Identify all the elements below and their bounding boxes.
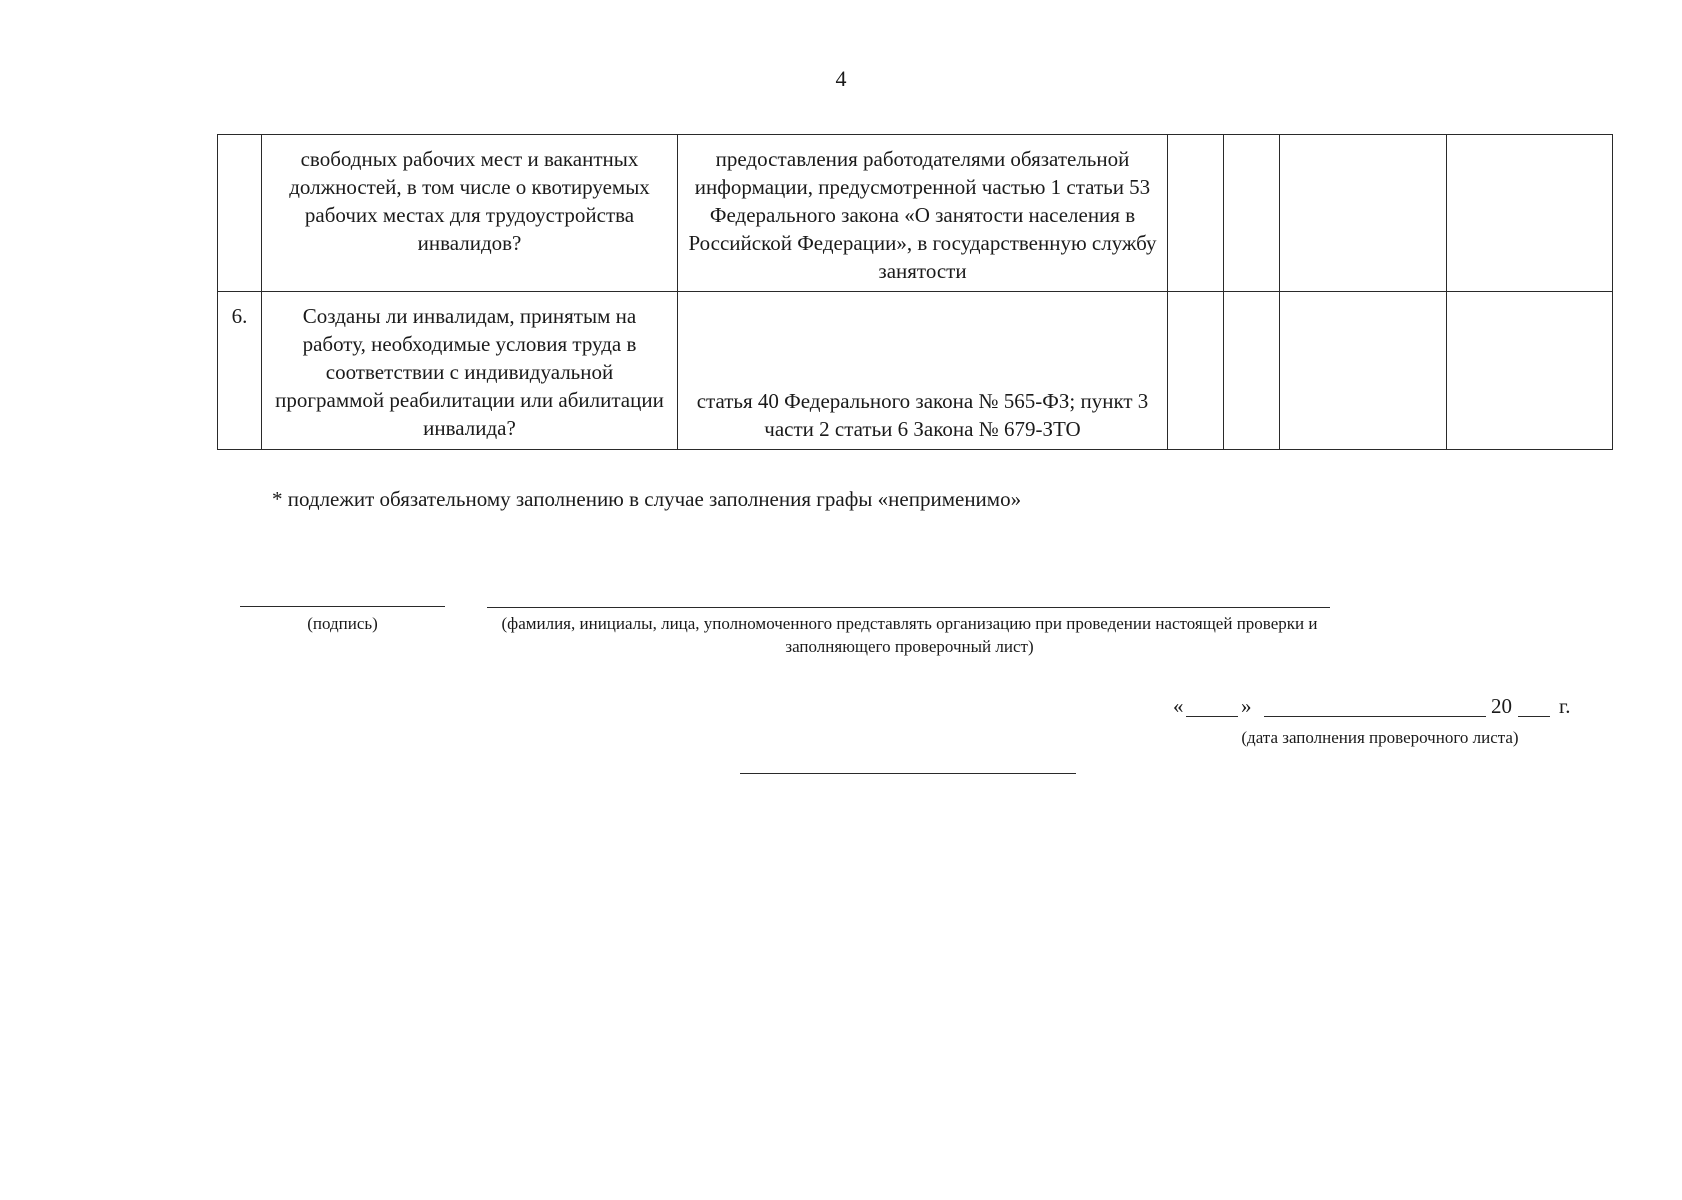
- name-caption: (фамилия, инициалы, лица, уполномоченного представлять организацию при проведении настоящей проверки и заполняющего проверочный лист): [501, 614, 1318, 656]
- answer-no-cell[interactable]: [1224, 292, 1280, 450]
- date-year-prefix: 20: [1491, 694, 1512, 718]
- date-caption: (дата заполнения проверочного листа): [1241, 728, 1519, 747]
- signature-line[interactable]: [240, 606, 445, 607]
- date-year-line[interactable]: [1518, 716, 1550, 717]
- table-row: [218, 135, 1613, 292]
- row-number-cell: [218, 135, 262, 292]
- legal-reference-cell: статья 40 Федерального закона № 565-ФЗ; пункт 3 части 2 статьи 6 Закона № 679-ЗТО: [678, 292, 1168, 450]
- checklist-table: [217, 134, 1613, 450]
- answer-yes-cell[interactable]: [1168, 292, 1224, 450]
- answer-not-applicable-cell[interactable]: [1280, 135, 1447, 292]
- question-cell: свободных рабочих мест и вакантных должностей, в том числе о квотируемых рабочих местах для трудоустройства инвалидов?: [262, 135, 678, 292]
- date-year-suffix: г.: [1559, 694, 1571, 718]
- legal-reference-cell: предоставления работодателями обязательной информации, предусмотренной частью 1 статьи 53 Федерального закона «О занятости населения в Российской Федерации», в государственную службу занятости: [678, 135, 1168, 292]
- footnote: * подлежит обязательному заполнению в случае заполнения графы «неприменимо»: [272, 487, 1022, 511]
- answer-no-cell[interactable]: [1224, 135, 1280, 292]
- date-month-line[interactable]: [1264, 716, 1486, 717]
- date-open-quote: «: [1173, 694, 1184, 718]
- note-cell[interactable]: [1447, 135, 1613, 292]
- answer-not-applicable-cell[interactable]: [1280, 292, 1447, 450]
- signature-caption: (подпись): [307, 614, 378, 633]
- row-number-cell: 6.: [218, 292, 262, 450]
- question-cell: Созданы ли инвалидам, принятым на работу, необходимые условия труда в соответствии с индивидуальной программой реабилитации или абилитации инвалида?: [262, 292, 678, 450]
- answer-yes-cell[interactable]: [1168, 135, 1224, 292]
- bottom-line: [740, 773, 1076, 774]
- date-close-quote: »: [1241, 694, 1252, 718]
- page-number: 4: [835, 66, 847, 91]
- name-line[interactable]: [487, 607, 1330, 608]
- date-day-line[interactable]: [1186, 716, 1238, 717]
- table-row: [218, 292, 1613, 450]
- note-cell[interactable]: [1447, 292, 1613, 450]
